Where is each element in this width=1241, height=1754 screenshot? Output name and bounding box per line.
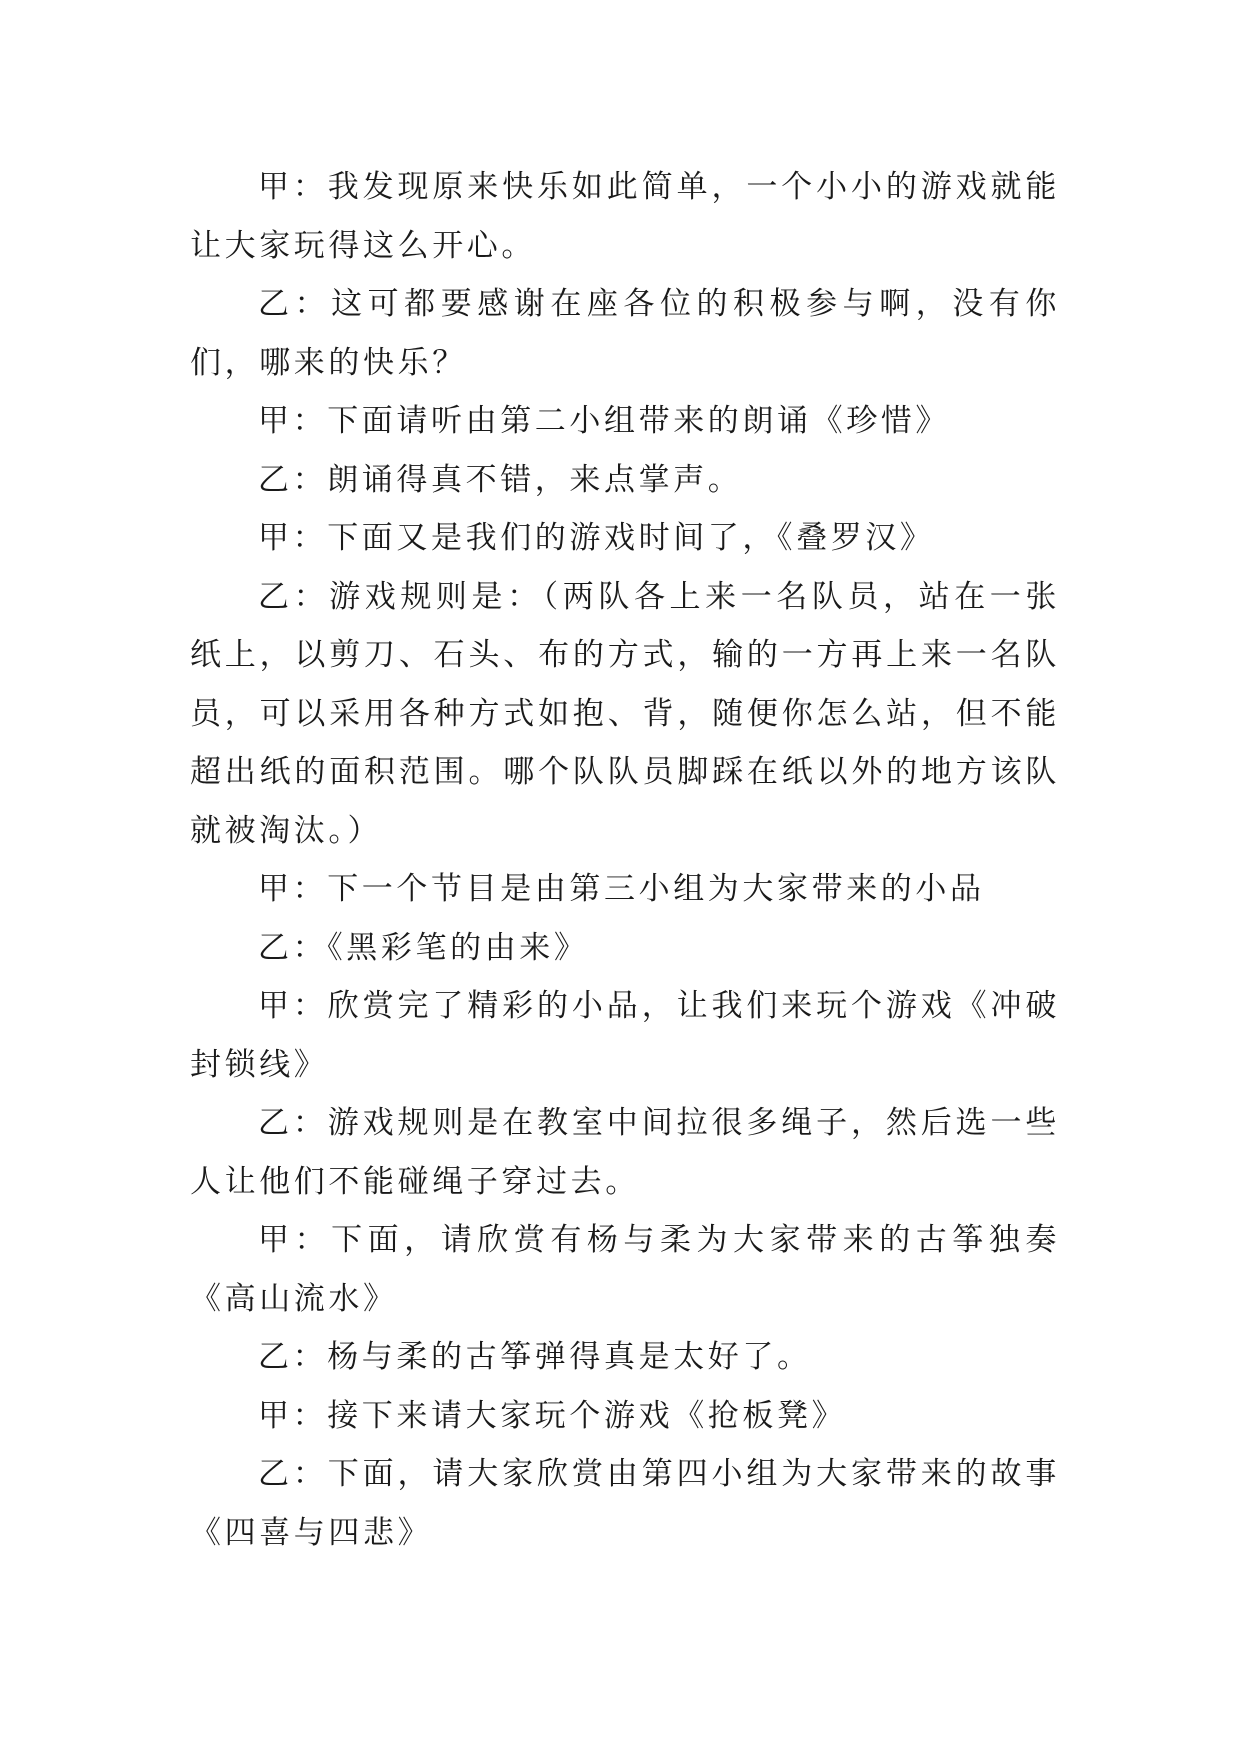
- paragraph: 甲：接下来请大家玩个游戏《抢板凳》: [258, 1397, 847, 1434]
- paragraph: 甲：我发现原来快乐如此简单，一个小小的游戏就能让大家玩得这么开心。: [190, 169, 1060, 264]
- paragraph: 乙：这可都要感谢在座各位的积极参与啊，没有你们，哪来的快乐？: [190, 286, 1060, 381]
- paragraph: 乙：《黑彩笔的由来》: [258, 929, 589, 966]
- paragraph: 甲：欣赏完了精彩的小品，让我们来玩个游戏《冲破封锁线》: [190, 988, 1060, 1083]
- paragraph: 甲：下面请听由第二小组带来的朗诵《珍惜》: [258, 403, 950, 439]
- document-body: [190, 158, 1060, 1562]
- paragraph: 乙：下面，请大家欣赏由第四小组为大家带来的故事《四喜与四悲》: [190, 1456, 1060, 1551]
- paragraph: 乙：游戏规则是在教室中间拉很多绳子，然后选一些人让他们不能碰绳子穿过去。: [190, 1105, 1060, 1200]
- paragraph: 甲：下面，请欣赏有杨与柔为大家带来的古筝独奏《高山流水》: [190, 1222, 1060, 1317]
- paragraph: 乙：游戏规则是：（两队各上来一名队员，站在一张纸上，以剪刀、石头、布的方式，输的一方再上来一名队员，可以采用各种方式如抱、背，随便你怎么站，但不能超出纸的面积范围。哪个队队员脚踩在纸以外的地方该队就被淘汰。）: [190, 578, 1060, 849]
- paragraph: 甲：下面又是我们的游戏时间了，《叠罗汉》: [258, 520, 935, 556]
- paragraph: 乙：杨与柔的古筝弹得真是太好了。: [258, 1339, 812, 1375]
- paragraph: 甲：下一个节目是由第三小组为大家带来的小品: [258, 871, 985, 907]
- paragraph: 乙：朗诵得真不错，来点掌声。: [258, 461, 743, 498]
